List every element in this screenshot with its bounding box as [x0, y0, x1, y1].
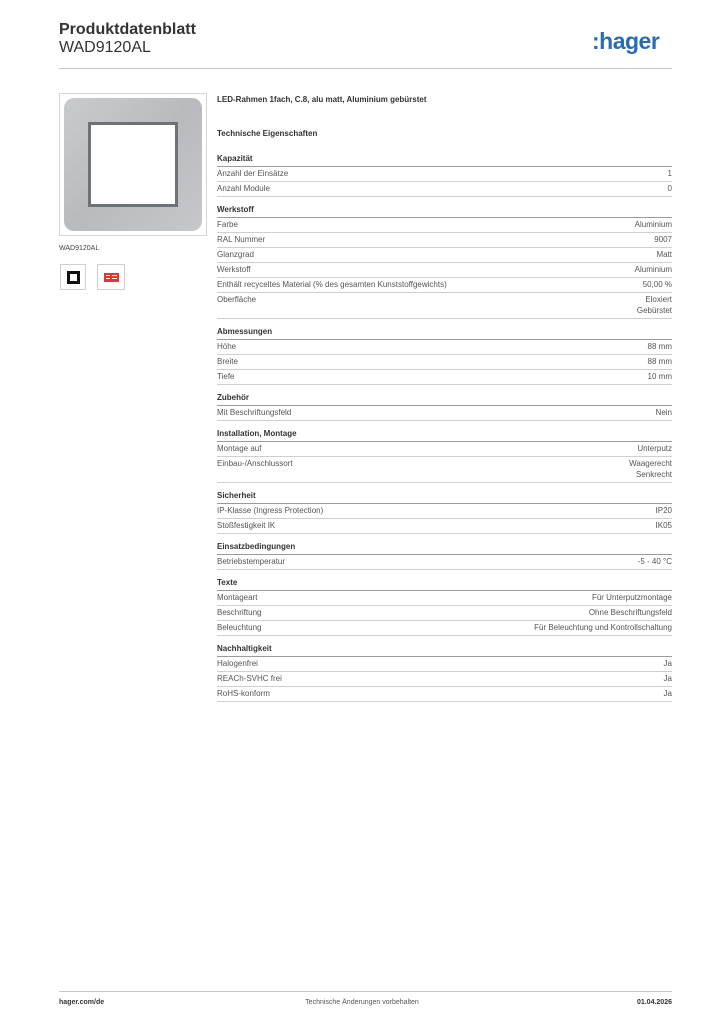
spec-key: Glanzgrad: [217, 250, 254, 259]
spec-value: 10 mm: [647, 372, 672, 381]
section-heading: Werkstoff: [217, 205, 672, 218]
spec-value: Ja: [663, 659, 672, 668]
spec-value: -5 - 40 °C: [637, 557, 672, 566]
spec-row: [217, 591, 672, 606]
spec-section: [217, 205, 672, 319]
spec-key: Breite: [217, 357, 238, 366]
label-field-icon: [97, 264, 125, 290]
spec-row: [217, 370, 672, 385]
section-heading: Texte: [217, 578, 672, 591]
spec-key: Farbe: [217, 220, 238, 229]
spec-row: [217, 687, 672, 702]
spec-row: [217, 657, 672, 672]
footer-disclaimer: Technische Änderungen vorbehalten: [305, 999, 419, 1006]
spec-key: Halogenfrei: [217, 659, 258, 668]
spec-key: Stoßfestigkeit IK: [217, 521, 276, 530]
spec-row: [217, 519, 672, 534]
page-title: Produktdatenblatt: [59, 21, 196, 38]
spec-key: Oberfläche: [217, 295, 257, 304]
spec-key: Werkstoff: [217, 265, 251, 274]
spec-row: [217, 278, 672, 293]
spec-value: Aluminium: [634, 220, 672, 229]
spec-value: Ohne Beschriftungsfeld: [588, 608, 672, 617]
spec-content: [217, 94, 672, 702]
spec-value: 88 mm: [647, 357, 672, 366]
spec-key: IP-Klasse (Ingress Protection): [217, 506, 324, 515]
spec-key: Beschriftung: [217, 608, 262, 617]
spec-row: [217, 340, 672, 355]
spec-key: Tiefe: [217, 372, 235, 381]
spec-value: Eloxiert Gebürstet: [636, 295, 672, 315]
spec-row: [217, 672, 672, 687]
spec-key: RoHS-konform: [217, 689, 270, 698]
section-heading: Abmessungen: [217, 327, 672, 340]
spec-value: 50,00 %: [642, 280, 672, 289]
spec-value: Matt: [656, 250, 672, 259]
spec-value: Waagerecht Senkrecht: [629, 459, 672, 479]
spec-value: Unterputz: [637, 444, 672, 453]
footer-website: hager.com/de: [59, 999, 105, 1006]
frame-outer: [64, 98, 202, 231]
spec-key: Beleuchtung: [217, 623, 262, 632]
spec-row: [217, 167, 672, 182]
spec-key: Mit Beschriftungsfeld: [217, 408, 292, 417]
spec-key: REACh-SVHC frei: [217, 674, 282, 683]
spec-key: Betriebstemperatur: [217, 557, 286, 566]
spec-value: 1: [667, 169, 672, 178]
section-heading: Installation, Montage: [217, 429, 672, 442]
spec-section: [217, 491, 672, 534]
spec-row: [217, 606, 672, 621]
spec-key: RAL Nummer: [217, 235, 266, 244]
spec-row: [217, 621, 672, 636]
header-divider: [59, 68, 672, 69]
tech-properties-heading: Technische Eigenschaften: [217, 129, 318, 138]
spec-section: [217, 644, 672, 702]
product-number: WAD9120AL: [59, 39, 151, 56]
spec-section: [217, 542, 672, 570]
spec-key: Anzahl der Einsätze: [217, 169, 289, 178]
section-heading: Nachhaltigkeit: [217, 644, 672, 657]
spec-section: [217, 393, 672, 421]
spec-value: 88 mm: [647, 342, 672, 351]
spec-key: Montage auf: [217, 444, 262, 453]
hager-logo: :hager: [592, 28, 660, 54]
spec-value: Ja: [663, 689, 672, 698]
spec-row: [217, 263, 672, 278]
spec-value: Nein: [655, 408, 672, 417]
product-description: LED-Rahmen 1fach, C.8, alu matt, Aluminium gebürstet: [217, 95, 427, 104]
spec-sections: [217, 154, 672, 702]
spec-value: 9007: [654, 235, 672, 244]
footer-divider: [59, 991, 672, 992]
frame-opening: [88, 122, 178, 207]
spec-section: [217, 154, 672, 197]
footer-date: 01.04.2026: [636, 999, 672, 1006]
spec-key: Enthält recyceltes Material (% des gesamten Kunststoffgewichts): [217, 280, 447, 289]
frame-square-icon: [60, 264, 86, 290]
spec-row: [217, 182, 672, 197]
spec-row: [217, 504, 672, 519]
spec-section: [217, 578, 672, 636]
spec-row: [217, 442, 672, 457]
spec-row: [217, 457, 672, 483]
spec-value: Ja: [663, 674, 672, 683]
spec-value: IK05: [655, 521, 672, 530]
spec-key: Höhe: [217, 342, 237, 351]
spec-key: Montageart: [217, 593, 258, 602]
spec-section: [217, 429, 672, 483]
section-heading: Sicherheit: [217, 491, 672, 504]
spec-key: Anzahl Module: [217, 184, 270, 193]
spec-row: [217, 233, 672, 248]
spec-row: [217, 555, 672, 570]
spec-section: [217, 327, 672, 385]
spec-row: [217, 248, 672, 263]
spec-value: 0: [667, 184, 672, 193]
spec-value: IP20: [655, 506, 672, 515]
spec-row: [217, 293, 672, 319]
section-heading: Kapazität: [217, 154, 672, 167]
product-image: [59, 93, 207, 236]
section-heading: Zubehör: [217, 393, 672, 406]
spec-value: Aluminium: [634, 265, 672, 274]
spec-key: Einbau-/Anschlussort: [217, 459, 293, 468]
section-heading: Einsatzbedingungen: [217, 542, 672, 555]
product-image-caption: WAD9120AL: [59, 245, 100, 252]
spec-row: [217, 355, 672, 370]
spec-value: Für Beleuchtung und Kontrollschaltung: [534, 623, 672, 632]
spec-value: Für Unterputzmontage: [591, 593, 672, 602]
spec-row: [217, 406, 672, 421]
spec-row: [217, 218, 672, 233]
